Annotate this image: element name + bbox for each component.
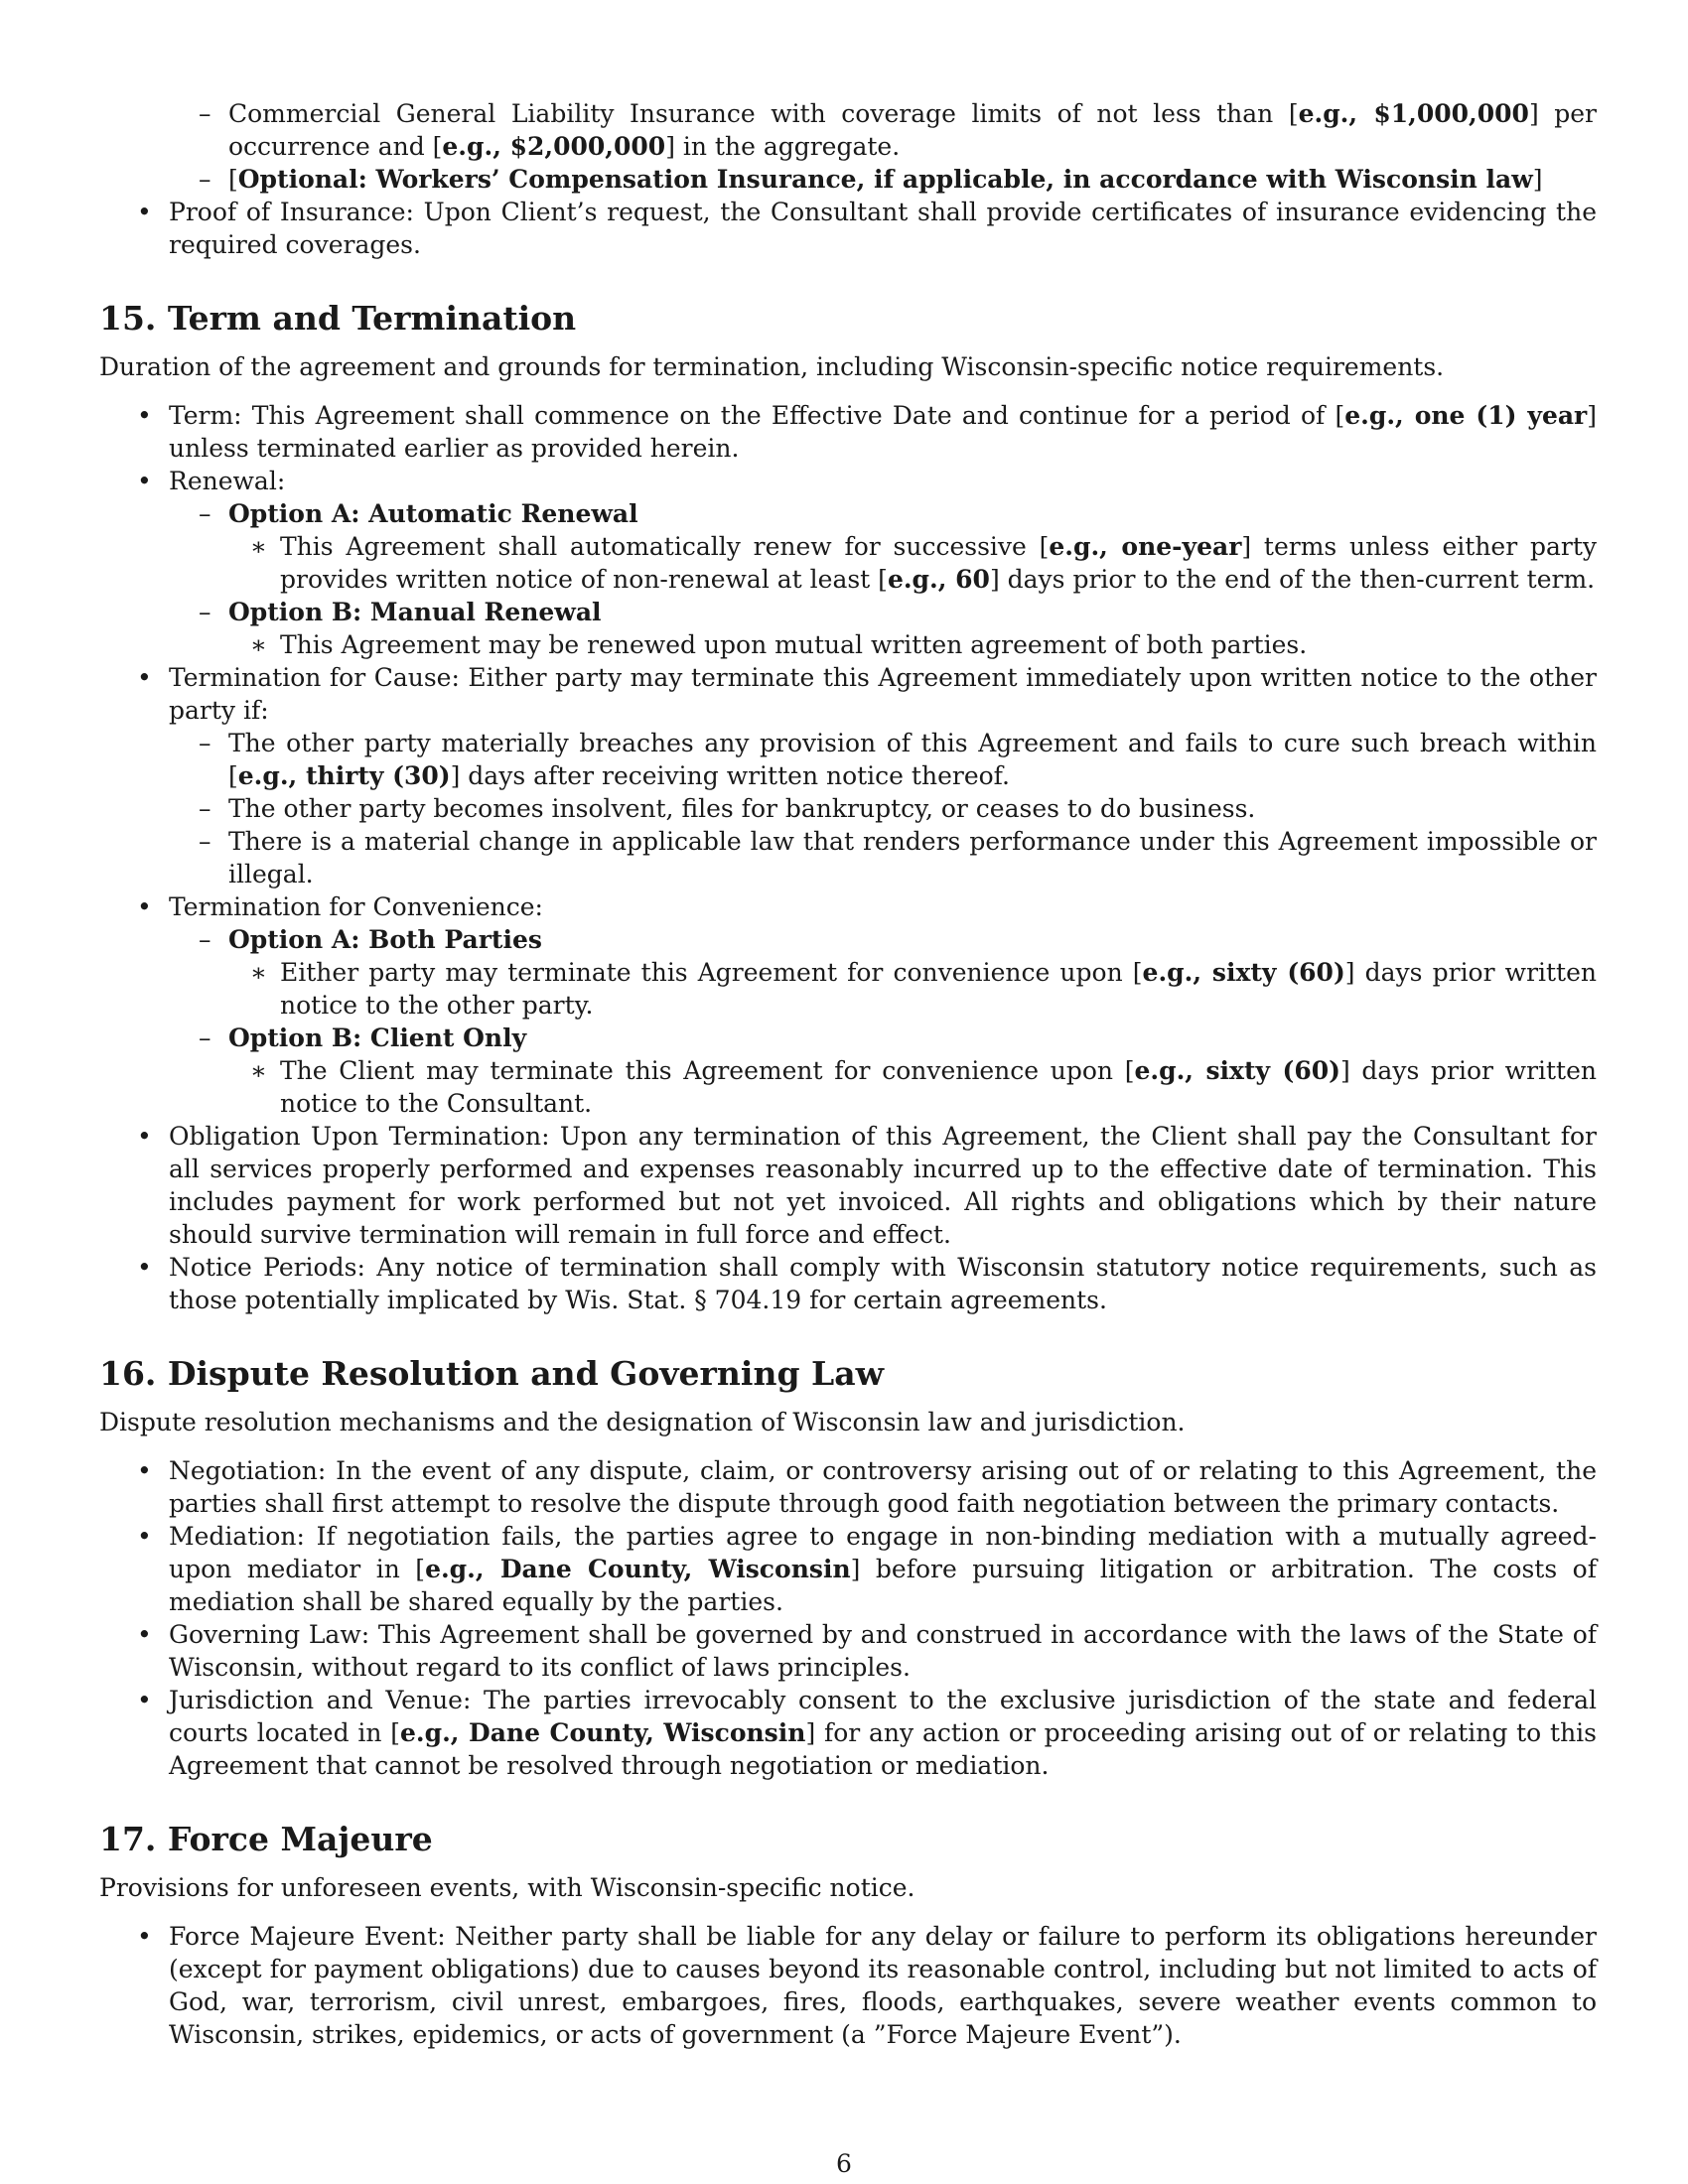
dash-marker: – (199, 729, 211, 757)
list-item-renewal-option-a: – Option A: Automatic Renewal (199, 499, 638, 528)
dash-marker: – (199, 794, 211, 823)
section-16-description: Dispute resolution mechanisms and the designation of Wisconsin law and jurisdiction. (99, 1408, 1186, 1436)
bullet-marker: • (137, 467, 152, 495)
list-item-renewal: • Renewal: (137, 467, 286, 495)
star-marker: ∗ (250, 532, 267, 561)
bullet-marker: • (137, 663, 152, 692)
bullet-marker: • (137, 198, 152, 226)
list-item-convenience-option-b: – Option B: Client Only (199, 1024, 527, 1052)
list-item-governing-law: • Governing Law: This Agreement shall be governed by and construed in accordance with the laws of the State of Wisconsin, without regard to its conflict of laws principles. (137, 1620, 1597, 1682)
list-item-termination-for-cause: • Termination for Cause: Either party may terminate this Agreement immediately upon written notice to the other party if: (137, 663, 1597, 725)
bullet-marker: • (137, 1620, 152, 1649)
list-item-cause-insolvency: – The other party becomes insolvent, files for bankruptcy, or ceases to do business. (199, 794, 1256, 823)
list-item-mediation: • Mediation: If negotiation fails, the parties agree to engage in non-binding mediation with a mutually agreed-upon mediator in [e.g., Dane County, Wisconsin] before pursuing litigation or arbitration. The costs of mediation shall be shared equally by the parties. (137, 1522, 1597, 1616)
list-item-cause-breach: – The other party materially breaches any provision of this Agreement and fails to cure such breach within [e.g., thirty (30)] days after receiving written notice thereof. (199, 729, 1597, 790)
list-item-workers-comp: – [Optional: Workers’ Compensation Insurance, if applicable, in accordance with Wisconsin law] (199, 165, 1543, 194)
bullet-marker: • (137, 1922, 152, 1951)
list-item-notice-periods: • Notice Periods: Any notice of termination shall comply with Wisconsin statutory notice requirements, such as those potentially implicated by Wis. Stat. § 704.19 for certain agreements. (137, 1253, 1597, 1314)
list-item-negotiation: • Negotiation: In the event of any dispute, claim, or controversy arising out of or relating to this Agreement, the parties shall first attempt to resolve the dispute through good faith negotiation between the primary contacts. (137, 1456, 1597, 1518)
document-page (99, 97, 1597, 2051)
list-item-convenience-option-a-text: ∗ Either party may terminate this Agreement for convenience upon [e.g., sixty (60)] days prior written notice to the other party. (250, 958, 1598, 1020)
list-item-convenience-option-b-text: ∗ The Client may terminate this Agreement for convenience upon [e.g., sixty (60)] days prior written notice to the Consultant. (250, 1056, 1598, 1118)
bullet-marker: • (137, 1122, 152, 1151)
star-marker: ∗ (250, 1056, 267, 1085)
dash-marker: – (199, 99, 211, 128)
dash-marker: – (199, 499, 211, 528)
list-item-renewal-option-b-text: ∗ This Agreement may be renewed upon mutual written agreement of both parties. (250, 630, 1308, 659)
bullet-marker: • (137, 892, 152, 921)
star-marker: ∗ (250, 958, 267, 987)
dash-marker: – (199, 827, 211, 856)
star-marker: ∗ (250, 630, 267, 659)
section-15-title: 15. Term and Termination (99, 299, 577, 338)
dash-marker: – (199, 598, 211, 626)
bullet-marker: • (137, 1253, 152, 1282)
list-item-renewal-option-b: – Option B: Manual Renewal (199, 598, 602, 626)
list-item-renewal-option-a-text: ∗ This Agreement shall automatically renew for successive [e.g., one-year] terms unless either party provides written notice of non-renewal at least [e.g., 60] days prior to the end of the then-current term. (250, 532, 1598, 594)
list-item-proof-of-insurance: • Proof of Insurance: Upon Client’s request, the Consultant shall provide certificates of insurance evidencing the required coverages. (137, 198, 1597, 259)
list-item-cgl-insurance: – Commercial General Liability Insurance with coverage limits of not less than [e.g., $1,000,000] per occurrence and [e.g., $2,000,000] in the aggregate. (199, 99, 1597, 161)
list-item-termination-for-convenience: • Termination for Convenience: (137, 892, 543, 921)
list-item-force-majeure-event: • Force Majeure Event: Neither party shall be liable for any delay or failure to perform its obligations hereunder (except for payment obligations) due to causes beyond its reasonable control, including but not limited to acts of God, war, terrorism, civil unrest, embargoes, fires, floods, earthquakes, severe weather events common to Wisconsin, strikes, epidemics, or acts of government (a ”Force Majeure Event”). (137, 1922, 1597, 2049)
section-16-title: 16. Dispute Resolution and Governing Law (99, 1354, 885, 1393)
list-item-jurisdiction: • Jurisdiction and Venue: The parties irrevocably consent to the exclusive jurisdiction of the state and federal courts located in [e.g., Dane County, Wisconsin] for any action or proceeding arising out of or relating to this Agreement that cannot be resolved through negotiation or mediation. (137, 1686, 1597, 1780)
bullet-marker: • (137, 401, 152, 430)
list-item-cause-law-change: – There is a material change in applicable law that renders performance under this Agreement impossible or illegal. (199, 827, 1597, 888)
bullet-marker: • (137, 1522, 152, 1551)
dash-marker: – (199, 1024, 211, 1052)
section-15-description: Duration of the agreement and grounds for termination, including Wisconsin-specific notice requirements. (99, 352, 1445, 381)
bullet-marker: • (137, 1686, 152, 1714)
dash-marker: – (199, 925, 211, 954)
dash-marker: – (199, 165, 211, 194)
section-17-description: Provisions for unforeseen events, with Wisconsin-specific notice. (99, 1873, 915, 1902)
list-item-term: • Term: This Agreement shall commence on the Effective Date and continue for a period of [e.g., one (1) year] unless terminated earlier as provided herein. (137, 401, 1597, 463)
list-item-convenience-option-a: – Option A: Both Parties (199, 925, 542, 954)
bullet-marker: • (137, 1456, 152, 1485)
list-item-obligation-upon-termination: • Obligation Upon Termination: Upon any termination of this Agreement, the Client shall pay the Consultant for all services properly performed and expenses reasonably incurred up to the effective date of termination. This includes payment for work performed but not yet invoiced. All rights and obligations which by their nature should survive termination will remain in full force and effect. (137, 1122, 1597, 1249)
page-number: 6 (836, 2149, 852, 2178)
section-17-title: 17. Force Majeure (99, 1820, 433, 1858)
